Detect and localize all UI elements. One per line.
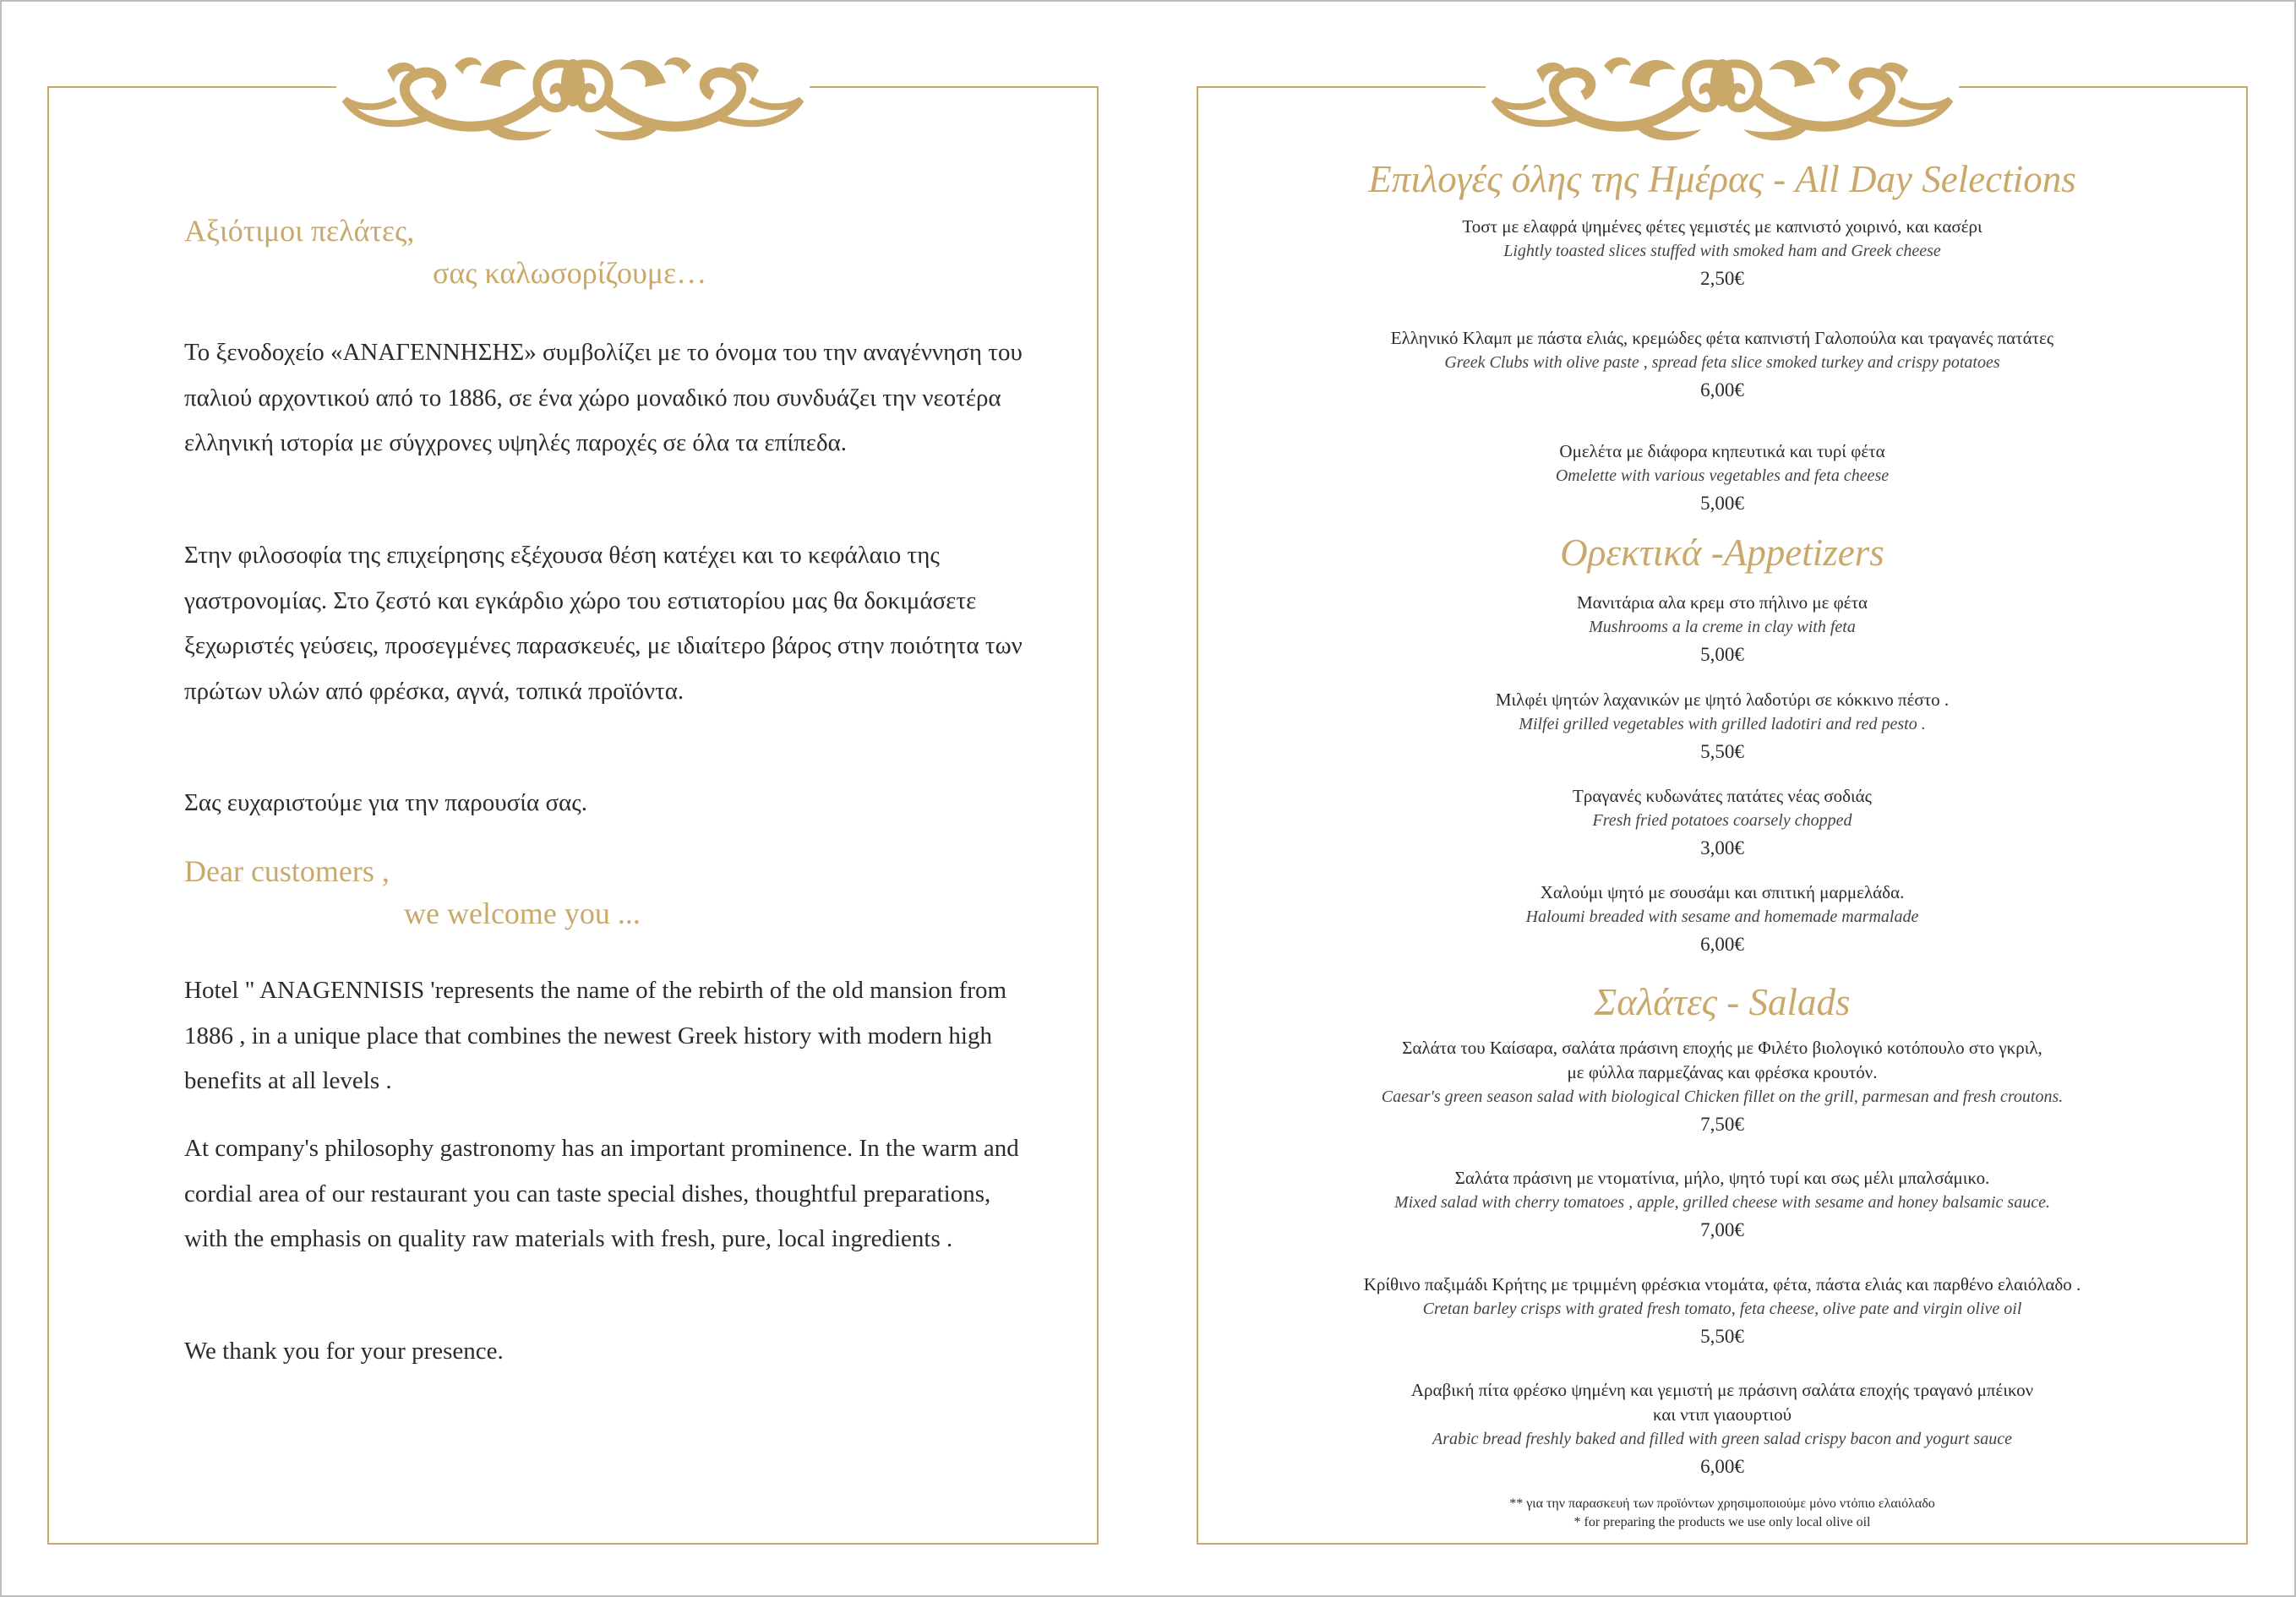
menu-item (1197, 1036, 2248, 1138)
english-greeting-line1: Dear customers , (184, 854, 390, 888)
item-greek-name: Μανιτάρια αλα κρεμ στο πήλινο με φέτα (1576, 592, 1868, 613)
item-english-name: Mixed salad with cherry tomatoes , apple, grilled cheese with sesame and honey balsamic sauce. (1394, 1193, 2050, 1212)
item-greek-name: Ομελέτα με διάφορα κηπευτικά και τυρί φέτα (1559, 441, 1885, 461)
menu-item (1197, 1166, 2248, 1244)
item-price: 7,00€ (1700, 1219, 1744, 1240)
item-english-name: Lightly toasted slices stuffed with smoked ham and Greek cheese (1503, 242, 1941, 260)
english-greeting-line2: we welcome you ... (404, 897, 641, 930)
item-greek-name: Χαλούμι ψητό με σουσάμι και σπιτική μαρμελάδα. (1540, 882, 1905, 902)
item-price: 3,00€ (1700, 837, 1744, 858)
english-paragraph-1: Hotel " ANAGENNISIS 'represents the name of the rebirth of the old mansion from 1886 , in a unique place that combines the newest Greek history with modern high benefits at all levels . (184, 977, 1007, 1094)
menu-item (1197, 439, 2248, 517)
menu-item (1197, 1273, 2248, 1350)
menu-item (1197, 591, 2248, 668)
item-english-name: Mushrooms a la creme in clay with feta (1589, 618, 1856, 636)
greek-paragraph-2: Στην φιλοσοφία της επιχείρησης εξέχουσα θέση κατέχει και το κεφάλαιο της γαστρονομίας. Στο ζεστό και εγκάρδιο χώρο του εστιατορίου μας θα δοκιμάσετε ξεχωριστές γεύσεις, προσεγμένες παρασκευές, με ιδιαίτερο βάρος στην ποιότητα των πρώτων υλών από φρέσκα, αγνά, τοπικά προϊόντα. (184, 542, 1023, 705)
item-greek-name: Αραβική πίτα φρέσκο ψημένη και γεμιστή με πράσινη σαλάτα εποχής τραγανό μπέικον (1410, 1380, 2034, 1400)
item-greek-name: Σαλάτα πράσινη με ντοματίνια, μήλο, ψητό τυρί και σως μέλι μπαλσάμικο. (1454, 1168, 1990, 1188)
item-price: 6,00€ (1700, 1456, 1744, 1477)
item-english-name: Omelette with various vegetables and feta cheese (1555, 466, 1890, 485)
item-english-name: Fresh fried potatoes coarsely chopped (1592, 811, 1852, 830)
item-price: 2,50€ (1700, 268, 1744, 289)
section-title-salads: Σαλάτες - Salads (1594, 981, 1851, 1023)
item-english-name: Cretan barley crisps with grated fresh tomato, feta cheese, olive pate and virgin olive oil (1422, 1300, 2022, 1318)
item-english-name: Arabic bread freshly baked and filled with green salad crispy bacon and yogurt sauce (1432, 1430, 2012, 1448)
english-paragraph-2: At company's philosophy gastronomy has an important prominence. In the warm and cordial area of our restaurant you can taste special dishes, thoughtful preparations, with the emphasis on quality raw materials with fresh, pure, local ingredients . (184, 1135, 1019, 1252)
item-greek-name: Σαλάτα του Καίσαρα, σαλάτα πράσινη εποχής με Φιλέτο βιολογικό κοτόπουλο στο γκριλ, (1402, 1038, 2042, 1058)
item-price: 7,50€ (1700, 1114, 1744, 1135)
section-title-appetizers: Ορεκτικά -Appetizers (1560, 531, 1884, 574)
item-english-name: Caesar's green season salad with biological Chicken fillet on the grill, parmesan and fresh croutons. (1381, 1087, 2064, 1106)
item-price: 5,00€ (1700, 493, 1744, 514)
item-price: 5,50€ (1700, 1326, 1744, 1347)
item-greek-name: Κρίθινο παξιμάδι Κρήτης με τριμμένη φρέσκια ντομάτα, φέτα, πάστα ελιάς και παρθένο ελαιόλαδο . (1363, 1274, 2081, 1294)
greek-paragraph-1: Το ξενοδοχείο «ΑΝΑΓΕΝΝΗΣΗΣ» συμβολίζει με το όνομα του την αναγέννηση του παλιού αρχοντικού από το 1886, σε ένα χώρο μοναδικό που συνδυάζει την νεοτέρα ελληνική ιστορία με σύγχρονες υψηλές παροχές σε όλα τα επίπεδα. (184, 339, 1023, 456)
item-price: 5,00€ (1700, 644, 1744, 665)
menu-item (1197, 688, 2248, 766)
item-price: 6,00€ (1700, 379, 1744, 401)
item-price: 6,00€ (1700, 934, 1744, 955)
item-greek-name: Τοστ με ελαφρά ψημένες φέτες γεμιστές με καπνιστό χοιρινό, και κασέρι (1462, 216, 1982, 237)
greek-greeting-line1: Αξιότιμοι πελάτες, (184, 214, 415, 248)
menu-item (1197, 784, 2248, 862)
menu-item (1197, 326, 2248, 404)
item-english-name: Milfei grilled vegetables with grilled ladotiri and red pesto . (1519, 715, 1926, 733)
greek-paragraph-3: Σας ευχαριστούμε για την παρουσία σας. (184, 789, 588, 816)
item-price: 5,50€ (1700, 741, 1744, 762)
menu-item (1197, 880, 2248, 958)
item-greek-name-line2: και ντιπ γιαουρτιού (1652, 1404, 1792, 1425)
item-greek-name: Τραγανές κυδωνάτες πατάτες νέας σοδιάς (1573, 786, 1872, 806)
item-english-name: Greek Clubs with olive paste , spread feta slice smoked turkey and crispy potatoes (1444, 353, 2000, 372)
item-greek-name-line2: με φύλλα παρμεζάνας και φρέσκα κρουτόν. (1567, 1062, 1878, 1082)
item-english-name: Haloumi breaded with sesame and homemade marmalade (1525, 908, 1919, 926)
left-baroque-ornament-icon (336, 49, 810, 150)
footnote-english: * for preparing the products we use only local olive oil (1573, 1515, 1871, 1529)
right-baroque-ornament-icon (1486, 49, 1959, 150)
greek-greeting-line2: σας καλωσορίζουμε… (433, 256, 707, 290)
english-paragraph-3: We thank you for your presence. (184, 1338, 504, 1365)
item-greek-name: Ελληνικό Κλαμπ με πάστα ελιάς, κρεμώδες φέτα καπνιστή Γαλοπούλα και τραγανές πατάτες (1390, 328, 2054, 348)
menu-item (1197, 215, 2248, 292)
section-title-all-day: Επιλογές όλης της Ημέρας - All Day Selections (1368, 158, 2076, 200)
item-greek-name: Μιλφέι ψητών λαχανικών με ψητό λαδοτύρι σε κόκκινο πέστο . (1495, 689, 1950, 710)
menu-item (1197, 1378, 2248, 1480)
footnote-greek: ** για την παρασκευή των προϊόντων χρησιμοποιούμε μόνο ντόπιο ελαιόλαδο (1509, 1496, 1935, 1511)
